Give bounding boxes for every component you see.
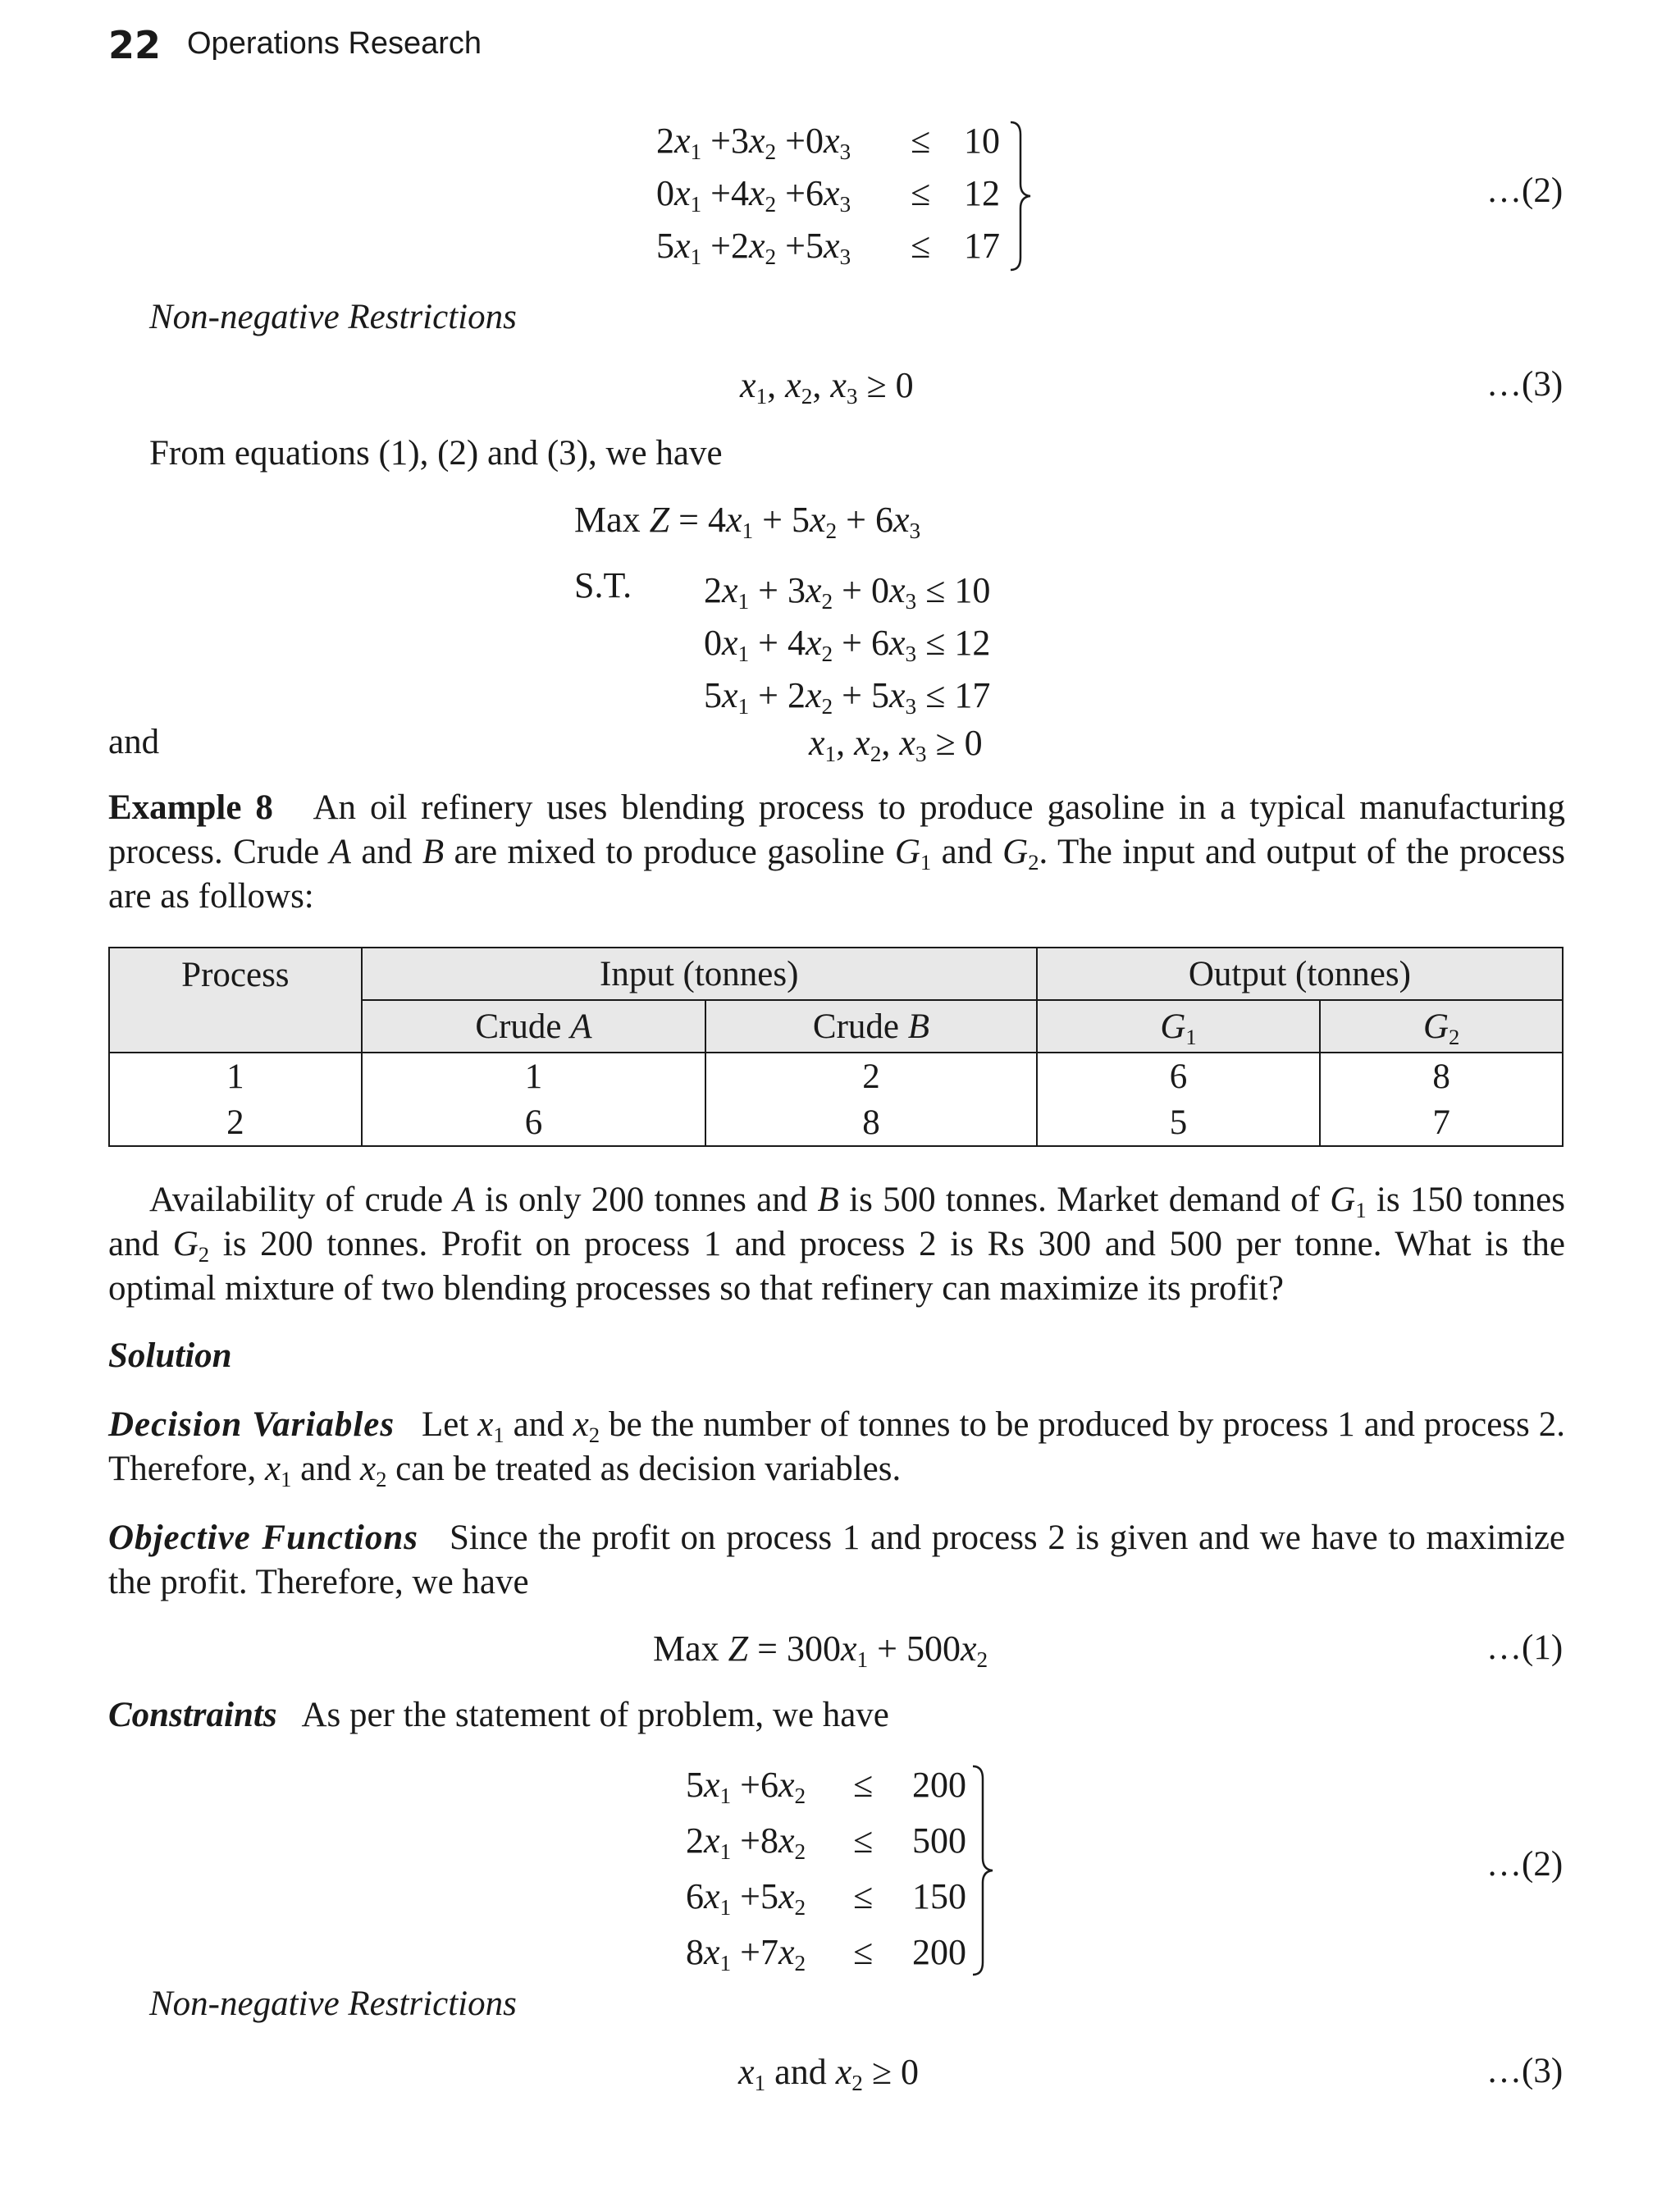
subheader-g1: $G_1$: [1037, 1000, 1321, 1053]
subheader-crude-b: Crude B: [705, 1000, 1037, 1053]
header-process: Process: [109, 948, 362, 1053]
decision-label: Decision Variables: [108, 1405, 395, 1444]
example-label: Example 8: [108, 788, 273, 827]
objective-paragraph: Objective Functions Since the profit on process 1 and process 2 is given and we have to maximize the profit. Therefore, we have: [108, 1519, 1565, 1601]
subheader-crude-a: Crude A: [362, 1000, 706, 1053]
and-label: and: [108, 723, 160, 761]
model-constraint-row: $2x_1 + 3x_2 + 0x_3 \le 10$: [704, 570, 991, 614]
nonneg-expression: $x_1$, $x_2$, $x_3 \ge 0$: [740, 365, 914, 409]
availability-paragraph: Availability of crude A is only 200 tonnes and B is 500 tonnes. Market demand of $G_1$ is 150 tonnes and $G_2$ is 200 tonnes. Profit on process 1 and process 2 is Rs 300 and 500 per tonne. What is the optimal mixture of two blending processes so that refinery can maximize its profit?: [108, 1181, 1565, 1308]
constraint-row: $8x_1 +7x_2$: [686, 1932, 806, 1976]
subheader-g2: $G_2$: [1320, 1000, 1563, 1053]
model-constraint-row: $5x_1 + 2x_2 + 5x_3 \le 17$: [704, 675, 991, 719]
constraint-row: $6x_1 +5x_2$: [686, 1876, 806, 1921]
table-row: 2 6 8 5 7: [109, 1099, 1563, 1146]
equation-number: …(2): [1486, 1845, 1564, 1884]
constraint-row: $5x_1 +6x_2$: [686, 1765, 806, 1809]
constraint-rhs: 200 500 150 200: [912, 1765, 966, 1972]
model-constraint-row: $0x_1 + 4x_2 + 6x_3 \le 12$: [704, 623, 991, 667]
top-constraint-ops: ≤ ≤ ≤: [911, 121, 931, 266]
st-label: S.T.: [574, 565, 632, 605]
running-title: Operations Research: [187, 26, 482, 61]
header-input: Input (tonnes): [362, 948, 1037, 1000]
nonneg-expression: $x_1$ and $x_2 \ge 0$: [738, 2052, 920, 2096]
equation-number: …(2): [1486, 171, 1564, 210]
right-brace-icon: [970, 1764, 1002, 1977]
equation-number: …(3): [1486, 365, 1564, 404]
nonneg-expression: $x_1$, $x_2$, $x_3 \ge 0$: [809, 723, 983, 767]
top-constraint-row: $2x_1 +3x_2 +0x_3$: [656, 121, 851, 165]
header-output: Output (tonnes): [1037, 948, 1563, 1000]
objective-function: Max $Z = 4x_1 + 5x_2 + 6x_3$: [574, 500, 921, 544]
decision-paragraph: Decision Variables Let $x_1$ and $x_2$ be the number of tonnes to be produced by process 1 and process 2. Therefore, $x_1$ and $x_2$ can be treated as decision variables.: [108, 1405, 1565, 1491]
top-constraint-row: $0x_1 +4x_2 +6x_3$: [656, 173, 851, 217]
example-text: An oil refinery uses blending process to produce gasoline in a typical manufacturing process. Crude A and B are mixed to produce gasoline $G_1$ and $G_2$. The input and output of the process are as follows:: [108, 788, 1565, 916]
constraints-label: Constraints: [108, 1696, 277, 1734]
constraint-row: $2x_1 +8x_2$: [686, 1820, 806, 1865]
constraints-line: Constraints As per the statement of problem, we have: [108, 1696, 889, 1734]
equation-number: …(3): [1486, 2052, 1564, 2090]
example-paragraph: [108, 786, 1565, 919]
objective-function: Max $Z = 300x_1 + 500x_2$: [653, 1628, 988, 1673]
top-constraint-system: [656, 115, 851, 272]
page-number: 22: [108, 23, 162, 67]
section-label-nonneg: Non-negative Restrictions: [149, 298, 517, 336]
model-constraints: [704, 564, 990, 722]
from-equations-text: From equations (1), (2) and (3), we have: [149, 434, 723, 473]
process-table: [108, 947, 1564, 1147]
top-constraint-row: $5x_1 +2x_2 +5x_3$: [656, 226, 851, 270]
constraint-ops: ≤ ≤ ≤ ≤: [853, 1765, 874, 1972]
section-label-nonneg: Non-negative Restrictions: [149, 1985, 517, 2023]
right-brace-icon: [1007, 120, 1040, 272]
top-constraint-rhs: 10 12 17: [964, 121, 1000, 266]
equation-number: …(1): [1486, 1628, 1564, 1667]
objective-label: Objective Functions: [108, 1519, 419, 1557]
solution-heading: Solution: [108, 1336, 232, 1375]
constraint-system: [686, 1757, 806, 1980]
table-row: 1 1 2 6 8: [109, 1053, 1563, 1099]
